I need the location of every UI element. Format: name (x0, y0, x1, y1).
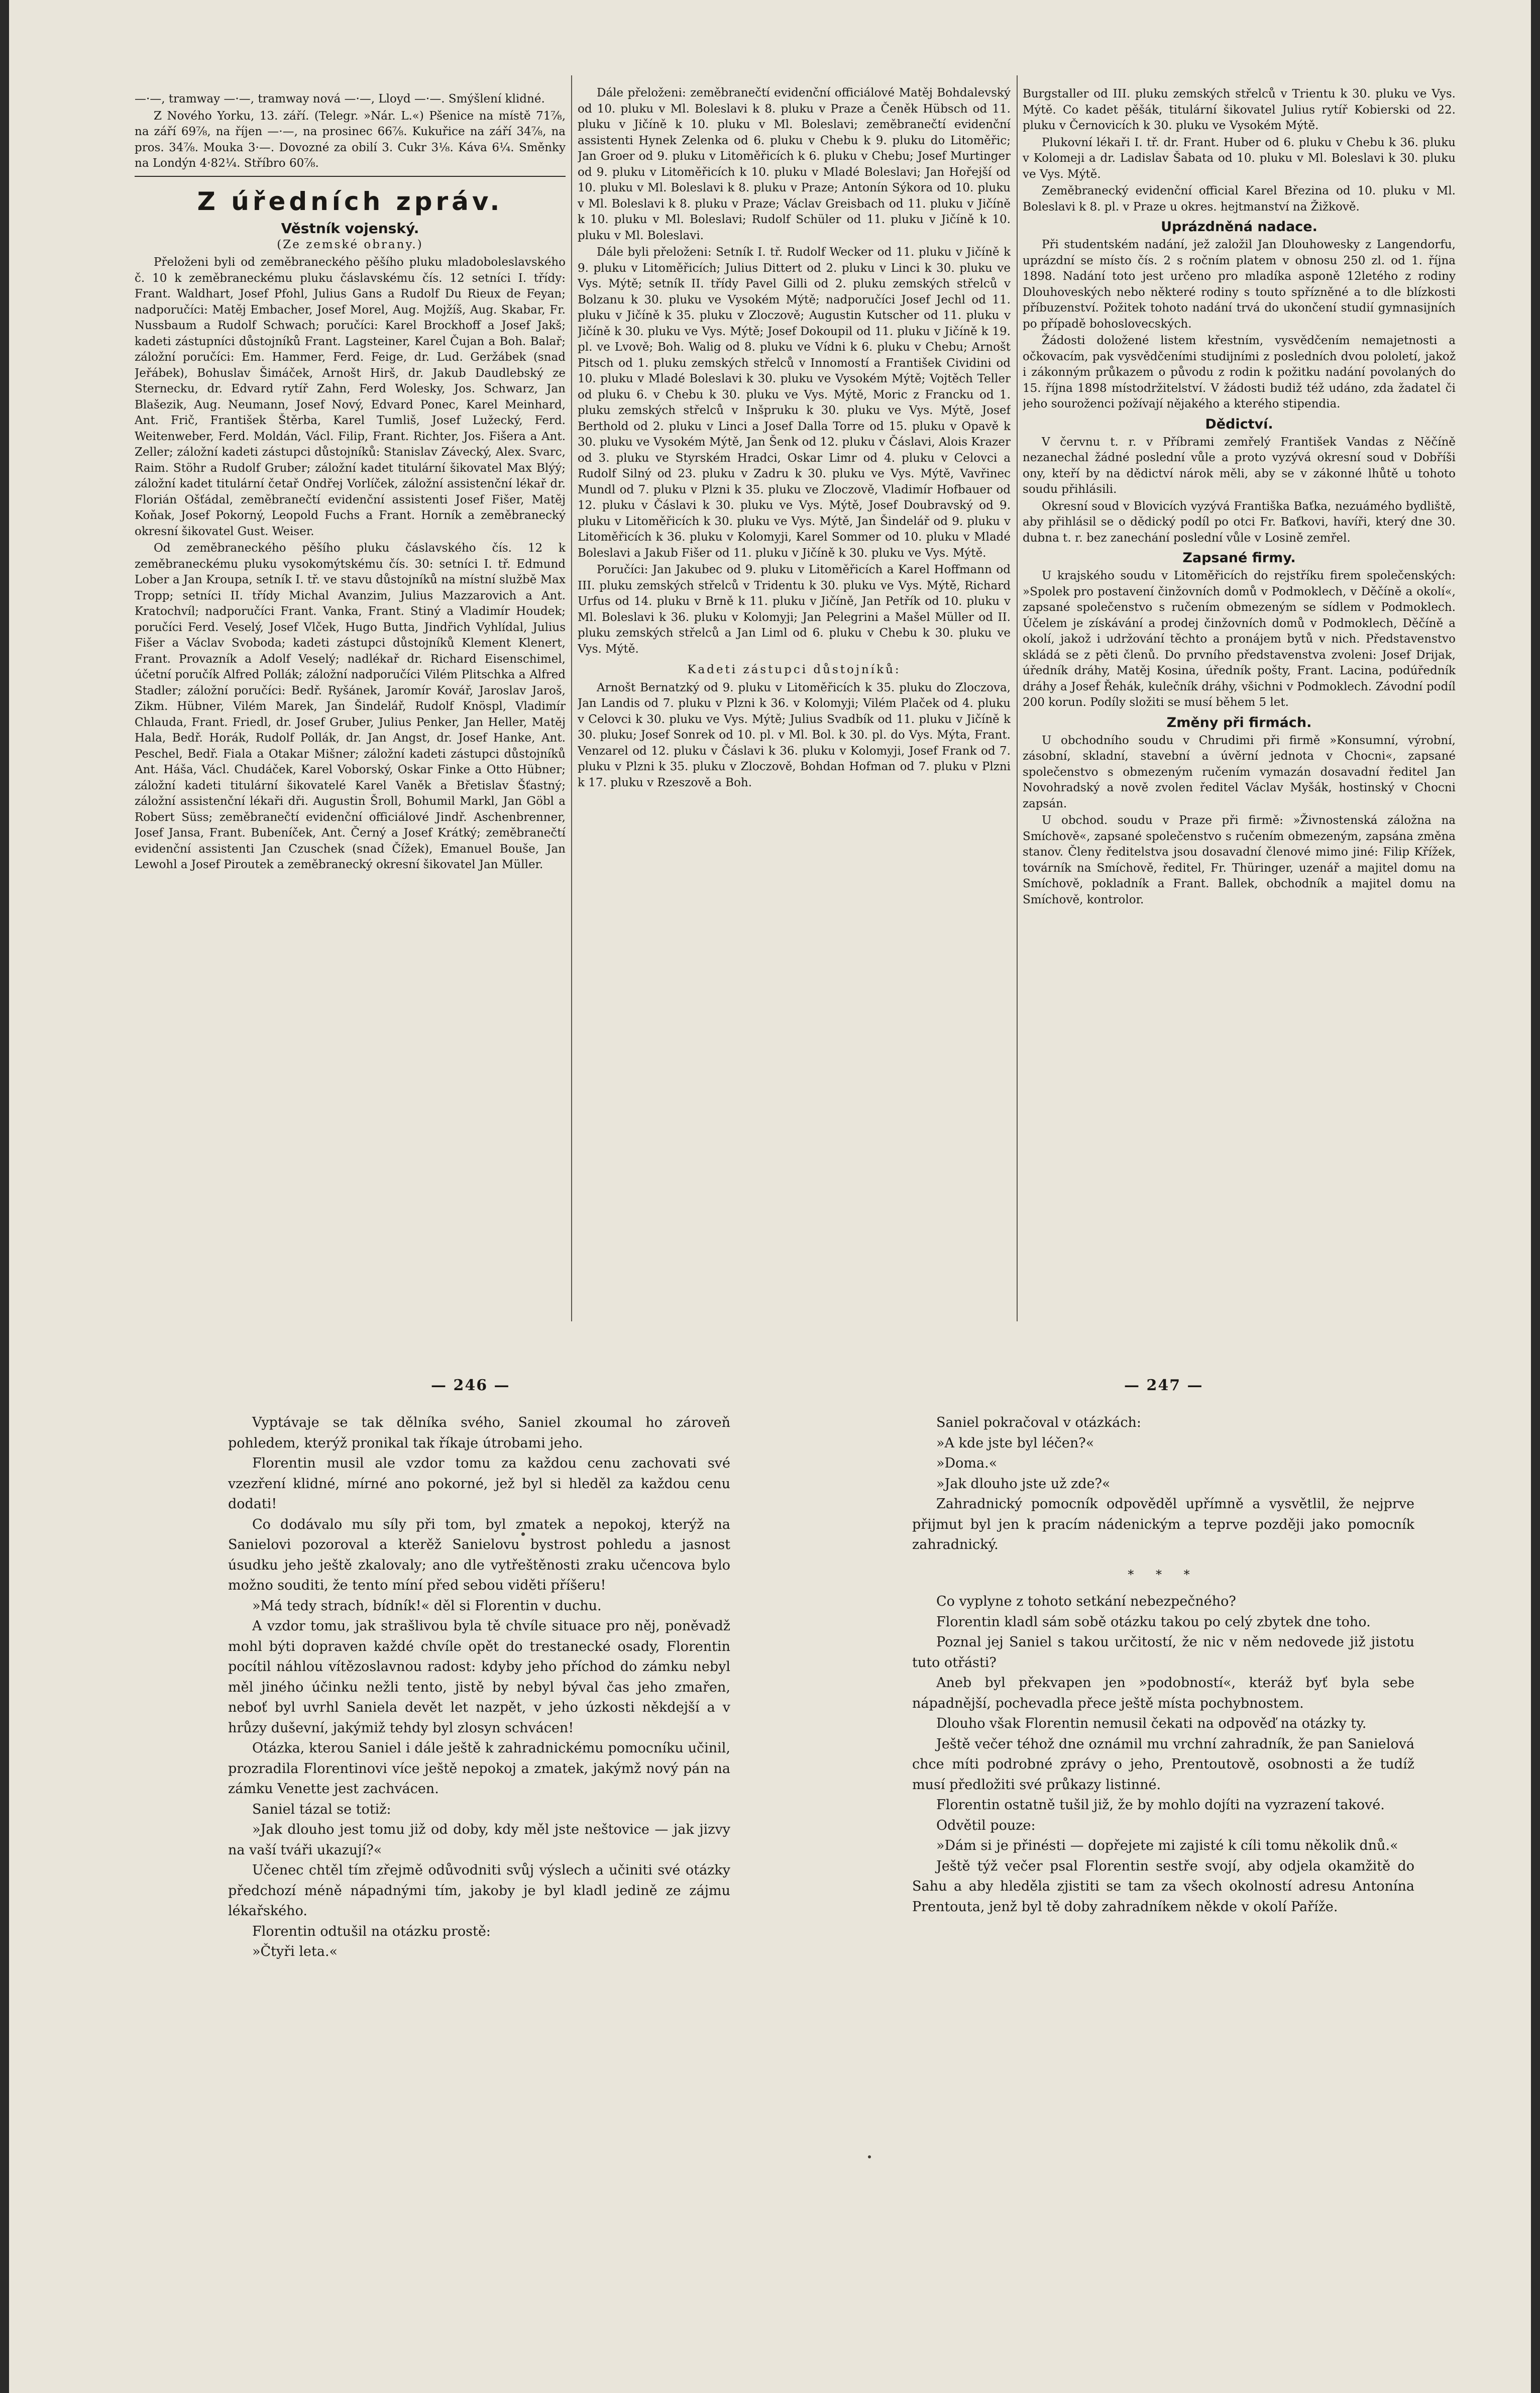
serial-story-left-page (228, 1413, 730, 2327)
page-number-left: — 246 — (431, 1377, 510, 1394)
heading-inheritance: Dědictví. (1205, 416, 1273, 432)
story-paragraph: Dlouho však Florentin nemusil čekati na odpověď na otázky ty. (936, 1716, 1367, 1731)
article-paragraph: Přeloženi byli od zeměbraneckého pěšího pluku mladoboleslavského č. 10 k zeměbraneckému pluku čáslavskému čís. 12 setníci I. třídy: Frant. Waldhart, Josef Pfohl, Julius Gans a Rudolf Du Rieux de Feyan; nadporučíci: Matěj Embacher, Josef Morel, Aug. Mojžíš, Aug. Skabar, Fr. Nussbaum a Rudolf Schwach; poručíci: Karel Brockhoff a Josef Jakš; kadeti zástupníci důstojníků Frant. Lagsteiner, Karel Čujan a Boh. Balař; záložní poručíci: Em. Hammer, Ferd. Feige, dr. Lud. Geržábek (snad Jeřábek), Bohuslav Šimáček, Arnošt Hirš, dr. Jakub Daudlebský ze Sternecku, dr. Edvard rytíř Zahn, Ferd Wolesky, Jos. Schwarz, Jan Blašezik, Aug. Neumann, Josef Nový, Edvard Ponec, Karel Meinhard, Ant. Frič, František Štěrba, Karel Tumliš, Josef Lužecký, Ferd. Weitenweber, Ferd. Moldán, Václ. Filip, Frant. Richter, Jos. Fišera a Ant. Zeller; záložní kadeti zástupci důstojníků: Stanislav Závecký, Alex. Svarc, Raim. Stöhr a Rudolf Gruber; záložní kadet titulární šikovatel Max Blýý; záložní kadet titulární četař Ondřej Vorlíček, záložní assistenční lékař dr. Florián Ošťádal, zeměbranečtí evidenční assistenti Josef Fišer, Matěj Koňak, Josef Pokorný, Leopold Fuchs a Frant. Horník a zeměbranecký okresní šikovatel Gust. Weiser. (135, 256, 566, 538)
market-report-line: —·—, tramway —·—, tramway nová —·—, Lloyd —·—. Smýšlení klidné. (135, 92, 545, 106)
article-paragraph: Poručíci: Jan Jakubec od 9. pluku v Litoměřicích a Karel Hoffmann od III. pluku zemských střelců v Tridentu k 30. pluku ve Vys. Mýtě, Richard Urfus od 14. pluku v Brně k 11. pluku v Jičíně, Jan Petřík od 10. pluku v Ml. Boleslavi k 36. pluku v Kolomyji; Jan Pelegrini a Mašel Müller od II. pluku zemských střelců a Jan Liml od 6. pluku v Chebu k 30. pluku ve Vys. Mýtě. (578, 563, 1011, 656)
article-paragraph: Zeměbranecký evidenční official Karel Březina od 10. pluku v Ml. Boleslavi k 8. pl. v Praze u okres. hejtmanství na Žižkově. (1023, 184, 1456, 214)
market-report-new-york: Z Nového Yorku, 13. září. (Telegr. »Nár. L.«) Pšenice na místě 71⅞, na září 69⅞, na říjen —·—, na prosinec 66⅞. Kukuřice na září 34⅞, na pros. 34⅞. Mouka 3·—. Dovozné za obilí 3. Cukr 3⅛. Káva 6¼. Směnky na Londýn 4·82¼. Stříbro 60⅞. (135, 109, 566, 170)
column-rule (571, 75, 572, 1321)
story-paragraph: A vzdor tomu, jak strašlivou byla tě chvíle situace pro něj, poněvadž mohl býti dopraven každé chvíle opět do trestanecké osady, Florentin pocítil náhlou vítězoslavnou radost: kdyby jeho příchod do zámku nebyl měl jiného účinku nežli tento, jistě by nebyl býval čas jeho zmařen, neboť byl uvrhl Saniela devět let nazpět, v jeho úzkosti někdejší a v hrůzy duševní, jakýmiž tehdy byl zlosyn schvácen! (228, 1618, 730, 1736)
article-paragraph: U krajského soudu v Litoměřicích do rejstříku firem společenských: »Spolek pro postavení činžovních domů v Podmoklech, v Děčíně a okolí«, zapsané společenstvo s ručením obmezeným se sídlem v Podmoklech. Účelem je získávání a prodej činžovních domů v Podmoklech, Děčíně a okolí, jakož i udržování těchto a pronájem bytů v nich. Představenstvo skládá se z pěti členů. Do prvního představenstva zvoleni: Josef Drijak, úředník dráhy, Matěj Kosina, úředník pošty, Frant. Lacina, podúředník dráhy a Josef Řehák, kulečník dráhy, všichni v Podmoklech. Závodní podíl 200 korun. Podíly složiti se musí během 5 let. (1023, 569, 1456, 709)
article-paragraph: Plukovní lékaři I. tř. dr. Frant. Huber od 6. pluku v Chebu k 36. pluku v Kolomeji a dr. Ladislav Šabata od 10. pluku v Ml. Boleslavi k 30. pluku ve Vys. Mýtě. (1023, 136, 1456, 181)
story-paragraph: Saniel pokračoval v otázkách: (936, 1415, 1141, 1430)
sub-heading-note: (Ze zemské obrany.) (277, 238, 423, 251)
sub-heading-military-bulletin: Věstník vojenský. (281, 220, 419, 237)
article-paragraph: Okresní soud v Blovicích vyzývá Františka Baťka, nezuámého bydliště, aby přihlásil se o dědický podíl po otci Fr. Baťkovi, havíři, který dne 30. dubna t. r. bez zanechání poslední vůle v Losině zemřel. (1023, 499, 1456, 545)
story-paragraph: Zahradnický pomocník odpověděl upřímně a vysvětlil, že nejprve přijmut byl jen k pracím nádenickým a teprve později jako pomocník zahradnický. (912, 1496, 1414, 1552)
article-paragraph: Žádosti doložené listem křestním, vysvědčením nemajetnosti a očkovacím, pak vysvědčeními studijními z posledních dvou pololetí, jakož i zákonným průkazem o původu z rodin k požitku nadání povolaných do 15. října 1898 místodržitelství. V žádosti budiž též udáno, zda žadatel či jeho souroženci požívají nějakého a kterého stipendia. (1023, 334, 1456, 410)
article-paragraph: Dále byli přeloženi: Setník I. tř. Rudolf Wecker od 11. pluku v Jičíně k 9. pluku v Litoměřicích; Julius Dittert od 2. pluku v Linci k 30. pluku ve Vys. Mýtě; setník II. třídy Pavel Gilli od 2. pluku zemských střelců v Bolzanu k 30. pluku ve Vysokém Mýtě; nadporučíci Josef Jechl od 11. pluku v Jičíně k 35. pluku v Zloczově; Augustin Kutscher od 11. pluku v Jičíně k 30. pluku ve Vys. Mýtě; Josef Dokoupil od 11. pluku v Jičíně k 19. pl. ve Lvově; Boh. Walig od 8. pluku ve Vídni k 6. pluku v Chebu; Arnošt Pitsch od 1. pluku zemských střelců v Innomostí a František Cividini od 10. pluku v Mladé Boleslavi k 30. pluku ve Vysokém Mýtě; Vojtěch Teller od pluku 6. v Chebu k 30. pluku ve Vys. Mýtě, Moric z Francku od 1. pluku zemských střelců v Inšpruku k 30. pluku ve Vys. Mýtě, Josef Berthold od 2. pluku v Linci a Josef Dalla Torre od 15. pluku v Opavě k 30. pluku ve Vysokém Mýtě, Jan Šenk od 12. pluku v Čáslavi, Alois Krazer od 3. pluku ve Styrském Hradci, Oskar Limr od 4. pluku v Celovci a Rudolf Silný od 23. pluku v Zadru k 30. pluku ve Vys. Mýtě, Vavřinec Mundl od 7. pluku v Plzni k 35. pluku ve Zloczově, Vladimír Hofbauer od 12. pluku v Čáslavi k 30. pluku ve Vys. Mýtě, Josef Doubravský od 9. pluku v Litoměřicích k 30. pluku ve Vys. Mýtě, Jan Šindelář od 9. pluku v Litoměřicích k 36. pluku v Kolomyji, Karel Sommer od 10. pluku v Mladé Boleslavi a Jakub Fišer od 11. pluku v Jičíně k 30. pluku ve Vys. Mýtě. (578, 246, 1011, 560)
story-paragraph: »Jak dlouho jste už zde?« (936, 1476, 1111, 1492)
dust-speck (868, 2155, 871, 2158)
story-paragraph: Florentin kladl sám sobě otázku takou po celý zbytek dne toho. (936, 1614, 1371, 1630)
story-paragraph: Učenec chtěl tím zřejmě odůvodniti svůj výslech a učiniti své otázky předchozí méně nápadnými tím, jakoby je byl kladl jedině ze zájmu lékařského. (228, 1862, 730, 1919)
story-paragraph: »Dám si je přinésti — dopřejete mi zajisté k cíli tomu několik dnů.« (936, 1838, 1398, 1853)
cadets-heading: Kadeti zástupci důstojníků: (687, 663, 901, 676)
column-left (135, 91, 566, 1332)
heading-firm-changes: Změny při firmách. (1166, 714, 1312, 731)
story-paragraph: Saniel tázal se totiž: (252, 1801, 391, 1817)
story-paragraph: Aneb byl překvapen jen »podobností«, kteráž byť byla sebe nápadnější, pochevadla přece ještě místa pochybnostem. (912, 1675, 1414, 1711)
article-paragraph: U obchod. soudu v Praze při firmě: »Živnostenská záložna na Smíchově«, zapsané společenstvo s ručením obmezeným, zapsána změna stanov. Členy ředitelstva jsou dosavadní členové mimo jiné: Filip Křížek, továrník na Smíchově, ředitel, Fr. Thüringer, uzenář a majitel domu na Smíchově, pokladník a Frant. Ballek, obchodník a majitel domu na Smíchově, kontrolor. (1023, 814, 1456, 906)
story-paragraph: »Čtyři leta.« (252, 1944, 338, 1959)
story-paragraph: Florentin ostatně tušil již, že by mohlo dojíti na vyzrazení takové. (936, 1797, 1385, 1813)
column-right (1023, 86, 1456, 1332)
article-paragraph: Od zeměbraneckého pěšího pluku čáslavského čís. 12 k zeměbraneckému pluku vysokomýtskému čís. 30: setníci I. tř. Edmund Lober a Jan Kroupa, setník I. tř. ve stavu důstojníků na místní službě Max Tropp; setníci II. třídy Michal Avanzim, Julius Mazzarovich a Ant. Kratochvíl; nadporučíci Frant. Vanka, Frant. Stiný a Vladimír Houdek; poručíci Ferd. Veselý, Josef Vlček, Hugo Butta, Jindřich Vyhlídal, Julius Fišer a Václav Svoboda; kadeti zástupci důstojníků Klement Klenert, Frant. Provazník a Adolf Veselý; nadlékař dr. Richard Eisenschimel, účetní poručík Alfred Pollák; záložní nadporučíci Vilém Plitschka a Alfred Stadler; záložní poručíci: Bedř. Ryšánek, Jaromír Kovář, Jaroslav Jaroš, Zikm. Hübner, Vilém Marek, Jan Šindelář, Rudolf Knöspl, Vladimír Chlauda, Frant. Friedl, dr. Josef Gruber, Julius Penker, Jan Heller, Matěj Hala, Bedř. Horák, Rudolf Pollák, dr. Jan Angst, dr. Josef Hanke, Ant. Peschel, Bedř. Fiala a Otakar Mišner; záložní kadeti zástupci důstojníků Ant. Háša, Václ. Chudáček, Karel Voborský, Oskar Finke a Otto Hübner; záložní kadeti titulární šikovatelé Karel Vaněk a Břetislav Šťastný; záložní assistenční lékaři dři. Augustin Šroll, Bohumil Markl, Jan Göbl a Robert Süss; zeměbranečtí evidenční officiálové Jindř. Aschenbrenner, Josef Jansa, Frant. Bubeníček, Ant. Černý a Josef Krátký; zeměbranečtí evidenční assistenti Jan Czuschek (snad Čížek), Emanuel Bouše, Jan Lewohl a Josef Piroutek a zeměbranecký okresní šikovatel Jan Müller. (135, 542, 566, 871)
story-paragraph: »Doma.« (936, 1455, 998, 1471)
column-rule (1017, 75, 1018, 1321)
story-paragraph: »A kde jste byl léčen?« (936, 1435, 1094, 1451)
article-paragraph: V červnu t. r. v Příbrami zemřelý František Vandas z Něčíně nezanechal žádné poslední vůle a proto vyzývá okresní soud v Dobříši ony, kteří by na dědictví nárok měli, aby se v zákonné lhůtě u tohoto soudu přihlásili. (1023, 435, 1456, 496)
story-paragraph: »Jak dlouho jest tomu již od doby, kdy měl jste neštovice — jak jizvy na vaší tváři ukazují?« (228, 1822, 730, 1858)
heading-registered-firms: Zapsané firmy. (1182, 550, 1296, 566)
story-paragraph: »Má tedy strach, bídník!« děl si Florentin v duchu. (252, 1598, 602, 1614)
article-paragraph: Dále přeloženi: zeměbranečtí evidenční officiálové Matěj Bohdalevský od 10. pluku v Ml. Boleslavi k 8. pluku v Praze a Čeněk Hübsch od 11. pluku v Jičíně k 10. pluku v Ml. Boleslavi; zeměbranečtí evidenční assistenti Hynek Zelenka od 6. pluku v Chebu k 9. pluku do Litoměřic; Jan Groer od 9. pluku v Litoměřicích k 6. pluku v Chebu; Josef Murtinger od 9. pluku v Litoměřicích k 10. pluku v Mladé Boleslavi; Jan Hořejší od 10. pluku v Ml. Boleslavi k 8. pluku v Praze; Antonín Sýkora od 10. pluku v Ml. Boleslavi k 8. pluku v Praze; Václav Greisbach od 11. pluku v Jičíně k 10. pluku v Ml. Boleslavi; Rudolf Schüler od 11. pluku v Jičíně k 10. pluku v Ml. Boleslavi. (578, 86, 1011, 242)
story-paragraph: Otázka, kterou Saniel i dále ještě k zahradnickému pomocníku učinil, prozradila Florentinovi více ještě nepokoj a zmatek, jakýmž nový pán na zámku Venette jest zachvácen. (228, 1740, 730, 1797)
story-paragraph: Ještě týž večer psal Florentin sestře svojí, aby odjela okamžitě do Sahu a aby hleděla zjistiti se tam za všech okolností adresu Antonína Prentouta, jenž byl tě doby zahradníkem někde v okolí Paříže. (912, 1858, 1414, 1915)
story-paragraph: Poznal jej Saniel s takou určitostí, že nic v něm nedovede již jistotu tuto otřásti? (912, 1634, 1414, 1671)
page-number-right: — 247 — (1124, 1377, 1203, 1394)
section-divider (135, 176, 566, 177)
story-paragraph: Ještě večer téhož dne oznámil mu vrchní zahradník, že pan Sanielová chce míti podrobné zprávy o jeho, Prentoutově, osobnosti a že tudíž musí předložiti své průkazy listinné. (912, 1736, 1414, 1793)
story-paragraph: Odvětil pouze: (936, 1817, 1036, 1833)
section-heading-official-news: Z úředních zpráv. (197, 186, 503, 216)
section-break-stars: * * * (1128, 1567, 1199, 1582)
article-paragraph: Při studentském nadání, jež založil Jan Dlouhowesky z Langendorfu, uprázdní se místo čís. 2 s ročním platem v obnosu 250 zl. od 1. října 1898. Nadání toto jest určeno pro mladíka asponě 12letého z rodiny Dlouhoveských nebo některé rodiny s touto spřízněné a to dle blízkosti příbuzenství. Požitek tohoto nadání trvá do ukončení studií gymnasijních po případě bohoslovecských. (1023, 238, 1456, 331)
story-paragraph: Co dodávalo mu síly při tom, byl zmatek a nepokoj, kterýž na Sanielovi pozoroval a kterěž Sanielovu bystrost pohledu a jasnost úsudku jeho ještě zkalovaly; ano dle vytřeštěnosti zraku učencova bylo možno souditi, že tento míní před sebou viděti příšeru! (228, 1516, 730, 1593)
serial-story-right-page (912, 1413, 1414, 2327)
heading-foundation: Uprázdněná nadace. (1161, 219, 1317, 235)
article-paragraph: U obchodního soudu v Chrudimi při firmě »Konsumní, výrobní, zásobní, skladní, stavební a úvěrní jednota v Chocni«, zapsané společenstvo s obmezeným ručením vymazán dosavadní ředitel Jan Novohradský a nově zvolen ředitel Václav Myšák, hostinský v Chocni zapsán. (1023, 734, 1456, 810)
article-paragraph: Arnošt Bernatzký od 9. pluku v Litoměřicích k 35. pluku do Zloczova, Jan Landis od 7. pluku v Plzni k 36. v Kolomyji; Vilém Plaček od 4. pluku v Celovci k 30. pluku ve Vys. Mýtě; Julius Svadbík od 11. pluku v Jičíně k 30. pluku; Josef Sonrek od 10. pl. v Ml. Bol. k 30. pl. do Vys. Mýta, Frant. Venzarel od 12. pluku v Čáslavi k 36. pluku v Kolomyji, Josef Frank od 7. pluku v Plzni k 35. pluku v Zloczově, Bohdan Hofman od 7. pluku v Plzni k 17. pluku v Rzeszově a Boh. (578, 681, 1011, 789)
story-paragraph: Vyptávaje se tak dělníka svého, Saniel zkoumal ho zároveň pohledem, kterýž pronikal tak říkaje útrobami jeho. (228, 1415, 730, 1451)
newspaper-sheet (9, 0, 1531, 2393)
story-paragraph: Co vyplyne z tohoto setkání nebezpečného? (936, 1594, 1236, 1609)
story-paragraph: Florentin musil ale vzdor tomu za každou cenu zachovati své vzezření klidné, mírné ano pokorné, jež byl si hleděl za každou cenu dodati! (228, 1455, 730, 1512)
column-middle (578, 85, 1011, 1331)
article-paragraph: Burgstaller od III. pluku zemských střelců v Trientu k 30. pluku ve Vys. Mýtě. Co kadet pěšák, titulární šikovatel Julius rytíř Kobierski od 22. pluku v Černovicích k 30. pluku ve Vysokém Mýtě. (1023, 87, 1456, 132)
story-paragraph: Florentin odtušil na otázku prostě: (252, 1923, 491, 1939)
